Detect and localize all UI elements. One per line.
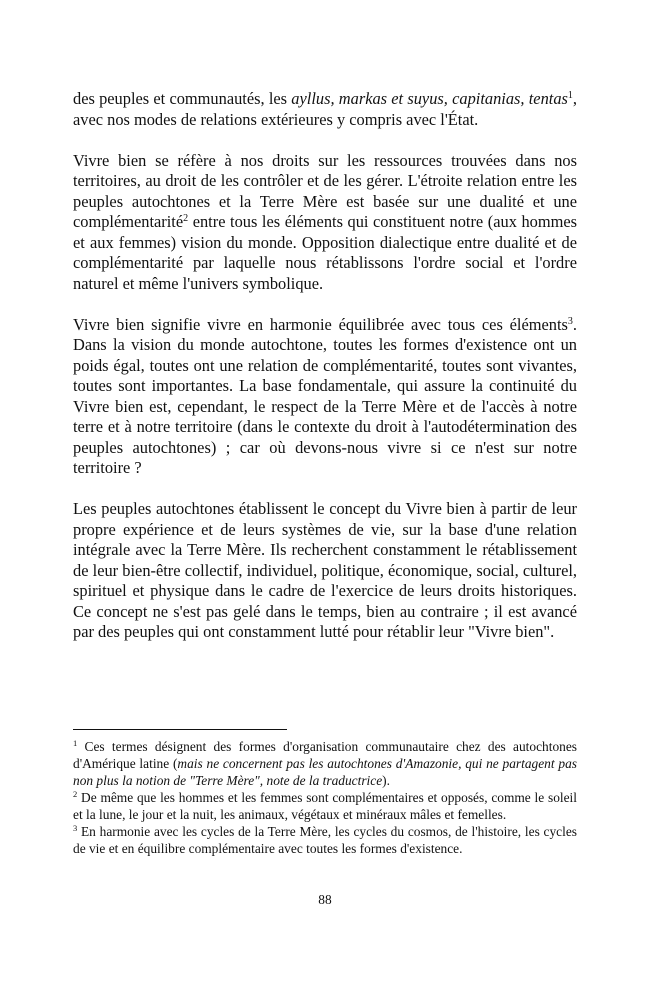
- footnote-2: [73, 789, 577, 823]
- footnote-marker: 1: [73, 738, 78, 748]
- text: , avec nos modes de relations extérieures y compris avec l'État.: [73, 89, 578, 129]
- italic-terms: ayllus, markas et suyus, capitanias, tentas: [291, 89, 568, 108]
- footnote-3: [73, 823, 577, 857]
- page-body: [73, 89, 577, 643]
- paragraph-1: [73, 89, 577, 130]
- text: des peuples et communautés, les: [73, 89, 292, 108]
- footnote-1: [73, 738, 577, 789]
- footnote-text: De même que les hommes et les femmes sont complémentaires et opposés, comme le soleil et la lune, le jour et la nuit, les animaux, végétaux et minéraux mâles et femelles.: [73, 790, 577, 822]
- paragraph-3: [73, 315, 577, 479]
- footnote-separator: [73, 729, 287, 730]
- page-number: 88: [318, 892, 332, 907]
- text: Les peuples autochtones établissent le concept du Vivre bien à partir de leur propre expérience et de leurs systèmes de vie, sur la base d'une relation intégrale avec la Terre Mère. Ils recherchent constamment le rétablissement de leur bien-être collectif, individuel, politique, économique, social, culturel, spirituel et physique dans le cadre de l'exercice de leurs droits historiques. Ce concept ne s'est pas gelé dans le temps, bien au contraire ; il est avancé par des peuples qui ont constamment lutté pour rétablir leur "Vivre bien".: [73, 499, 577, 641]
- footnote-ref-1[interactable]: 1: [567, 90, 573, 101]
- footnote-italic: mais ne concernent pas les autochtones d'Amazonie, qui ne partagent pas non plus la notion de "Terre Mère", note de la traductrice: [73, 756, 577, 788]
- footnotes: [73, 738, 577, 857]
- paragraph-2: [73, 151, 577, 295]
- footnote-ref-3[interactable]: 3: [567, 315, 573, 327]
- text: entre tous les éléments qui constituent notre (aux hommes et aux femmes) vision du monde. Opposition dialectique entre dualité et de complémentarité par laquelle nous rétablissons l'ordre social et l'ordre naturel et même l'univers symbolique.: [73, 212, 577, 293]
- footnote-text: En harmonie avec les cycles de la Terre Mère, les cycles du cosmos, de l'histoire, les cycles de vie et en équilibre complémentaire avec toutes les formes d'existence.: [73, 824, 577, 856]
- footnote-text: Ces termes désignent des formes d'organisation communautaire chez des autochtones d'Amérique latine (: [73, 739, 577, 771]
- footnote-marker: 2: [73, 789, 78, 799]
- text: Vivre bien signifie vivre en harmonie équilibrée avec tous ces éléments: [73, 314, 568, 334]
- footnote-text-tail: ).: [382, 773, 390, 788]
- paragraph-4: [73, 499, 577, 643]
- footnote-ref-2[interactable]: 2: [183, 213, 189, 224]
- footnote-marker: 3: [73, 823, 78, 833]
- text: . Dans la vision du monde autochtone, toutes les formes d'existence ont un poids égal, toutes ont une relation de complémentarité, toutes sont vivantes, toutes sont importantes. La base fondamentale, qui assure la continuité du Vivre bien est, cependant, le respect de la Terre Mère et de l'accès à notre terre et à notre territoire (dans le contexte du droit à l'autodétermination des peuples autochtones) ; car où devons-nous vivre si ce n'est sur notre territoire ?: [73, 314, 577, 477]
- text: Vivre bien se réfère à nos droits sur les ressources trouvées dans nos territoires, au droit de les contrôler et de les gérer. L'étroite relation entre les peuples autochtones et la Terre Mère est basée sur une dualité et une complémentarité: [73, 150, 577, 231]
